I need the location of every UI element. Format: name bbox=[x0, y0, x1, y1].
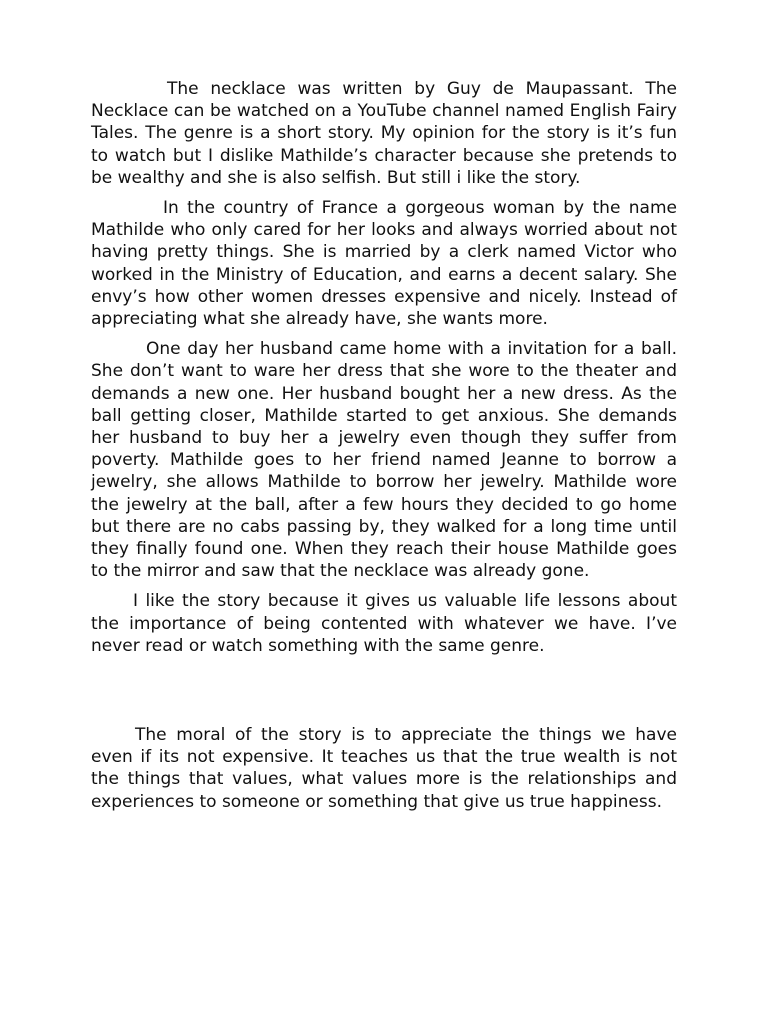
paragraph-summary-setting: In the country of France a gorgeous woman by the name Mathilde who only cared for her looks and always worried about not having pretty things. She is married by a clerk named Victor who worked in the Ministry of Education, and earns a decent salary. She envy’s how other women dresses expensive and nicely. Instead of appreciating what she already have, she wants more. bbox=[91, 198, 677, 330]
paragraph-moral: The moral of the story is to appreciate the things we have even if its not expensive. It teaches us that the true wealth is not the things that values, what values more is the relationships and experiences to someone or something that give us true happiness. bbox=[91, 725, 677, 812]
paragraph-summary-plot: One day her husband came home with a invitation for a ball. She don’t want to ware her dress that she wore to the theater and demands a new one. Her husband bought her a new dress. As the ball getting closer, Mathilde started to get anxious. She demands her husband to buy her a jewelry even though they suffer from poverty. Mathilde goes to her friend named Jeanne to borrow a jewelry, she allows Mathilde to borrow her jewelry. Mathilde wore the jewelry at the ball, after a few hours they decided to go home but there are no cabs passing by, they walked for a long time until they finally found one. When they reach their house Mathilde goes to the mirror and saw that the necklace was already gone. bbox=[91, 339, 677, 582]
paragraph-opinion: I like the story because it gives us valuable life lessons about the importance of being contented with whatever we have. I’ve never read or watch something with the same genre. bbox=[91, 591, 677, 656]
paragraph-intro: The necklace was written by Guy de Maupassant. The Necklace can be watched on a YouTube channel named English Fairy Tales. The genre is a short story. My opinion for the story is it’s fun to watch but I dislike Mathilde’s character because she pretends to be wealthy and she is also selfish. But still i like the story. bbox=[91, 79, 677, 188]
document-page bbox=[91, 78, 677, 813]
